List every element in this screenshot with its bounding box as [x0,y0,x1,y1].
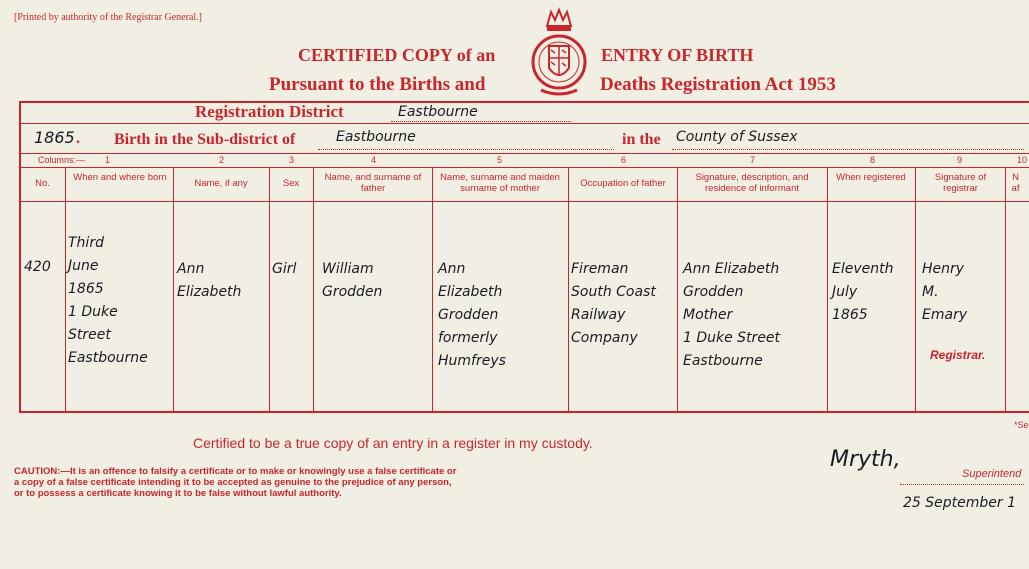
county-value: County of Sussex [676,129,798,145]
column-number: 4 [371,155,377,165]
header-father: Name, and surname of father [324,172,422,194]
registration-district-label: Registration District [195,102,344,121]
caution-text: It is an offence to falsify a certificate or to make or knowingly use a false certificate or a copy of a false certificate intending it to be accepted as genuine to the prejudice of any person, or to possess a certificate knowing it to be false without lawful authority. [14,466,457,499]
entry-number: 420 [24,259,51,275]
column-number: 10 [1017,155,1028,165]
column-number: 1 [105,155,111,165]
header-informant: Signature, description, and residence of informant [695,172,809,194]
entry-informant: Ann Elizabeth Grodden Mother 1 Duke Street Eastbourne [683,261,781,369]
entry-when-where-born: Third June 1865 1 Duke Street Eastbourne [68,235,148,366]
caution-notice [14,466,459,499]
title-left-line2: Pursuant to the Births and [269,74,486,95]
column-number: 6 [621,155,627,165]
column-number: 9 [957,155,963,165]
signature: Mryth, [830,447,901,472]
column-number: 7 [750,155,756,165]
superintendent-label: Superintend [962,468,1022,480]
header-no: No. [35,178,50,189]
certificate-date: 25 September 1 [903,495,1017,511]
entry-father: William Grodden [322,261,383,300]
caution-label: CAUTION:— [14,466,70,477]
birth-subdistrict-label: Birth in the Sub-district of [114,131,296,148]
columns-label: Columns:— [38,155,86,165]
entry-mother: Ann Elizabeth Grodden formerly Humfreys [438,261,506,369]
header-col-10: N af [1011,172,1020,194]
royal-coat-of-arms-icon [531,6,587,98]
in-the-label: in the [622,131,661,148]
header-occupation: Occupation of father [580,178,666,189]
printed-by-notice: [Printed by authority of the Registrar General.] [14,12,202,23]
header-when-where-born: When and where born [73,172,167,183]
entry-name: Ann Elizabeth [177,261,242,300]
header-when-registered: When registered [836,172,906,183]
certified-statement: Certified to be a true copy of an entry in a register in my custody. [193,435,593,451]
entry-registrar: Henry M. Emary [922,261,968,323]
registration-district-value: Eastbourne [398,104,478,120]
header-registrar-signature: Signature of registrar [934,172,987,194]
entry-occupation: Fireman South Coast Railway Company [571,261,656,346]
column-number: 2 [219,155,225,165]
column-number: 3 [289,155,295,165]
column-number: 8 [870,155,876,165]
footnote-marker: *Se [1014,420,1029,430]
registrar-title: Registrar. [930,348,986,362]
entry-when-registered: Eleventh July 1865 [832,261,894,323]
title-right-line2: Deaths Registration Act 1953 [600,74,836,95]
subdistrict-value: Eastbourne [336,129,416,145]
register-year: 1865 [34,128,75,147]
entry-sex: Girl [272,261,297,277]
title-right-line1: ENTRY OF BIRTH [601,45,754,65]
header-name: Name, if any [194,178,248,189]
title-left-line1: CERTIFIED COPY of an [298,45,496,65]
header-sex: Sex [282,178,300,189]
header-mother: Name, surname and maiden surname of mother [440,172,560,194]
column-number: 5 [497,155,503,165]
